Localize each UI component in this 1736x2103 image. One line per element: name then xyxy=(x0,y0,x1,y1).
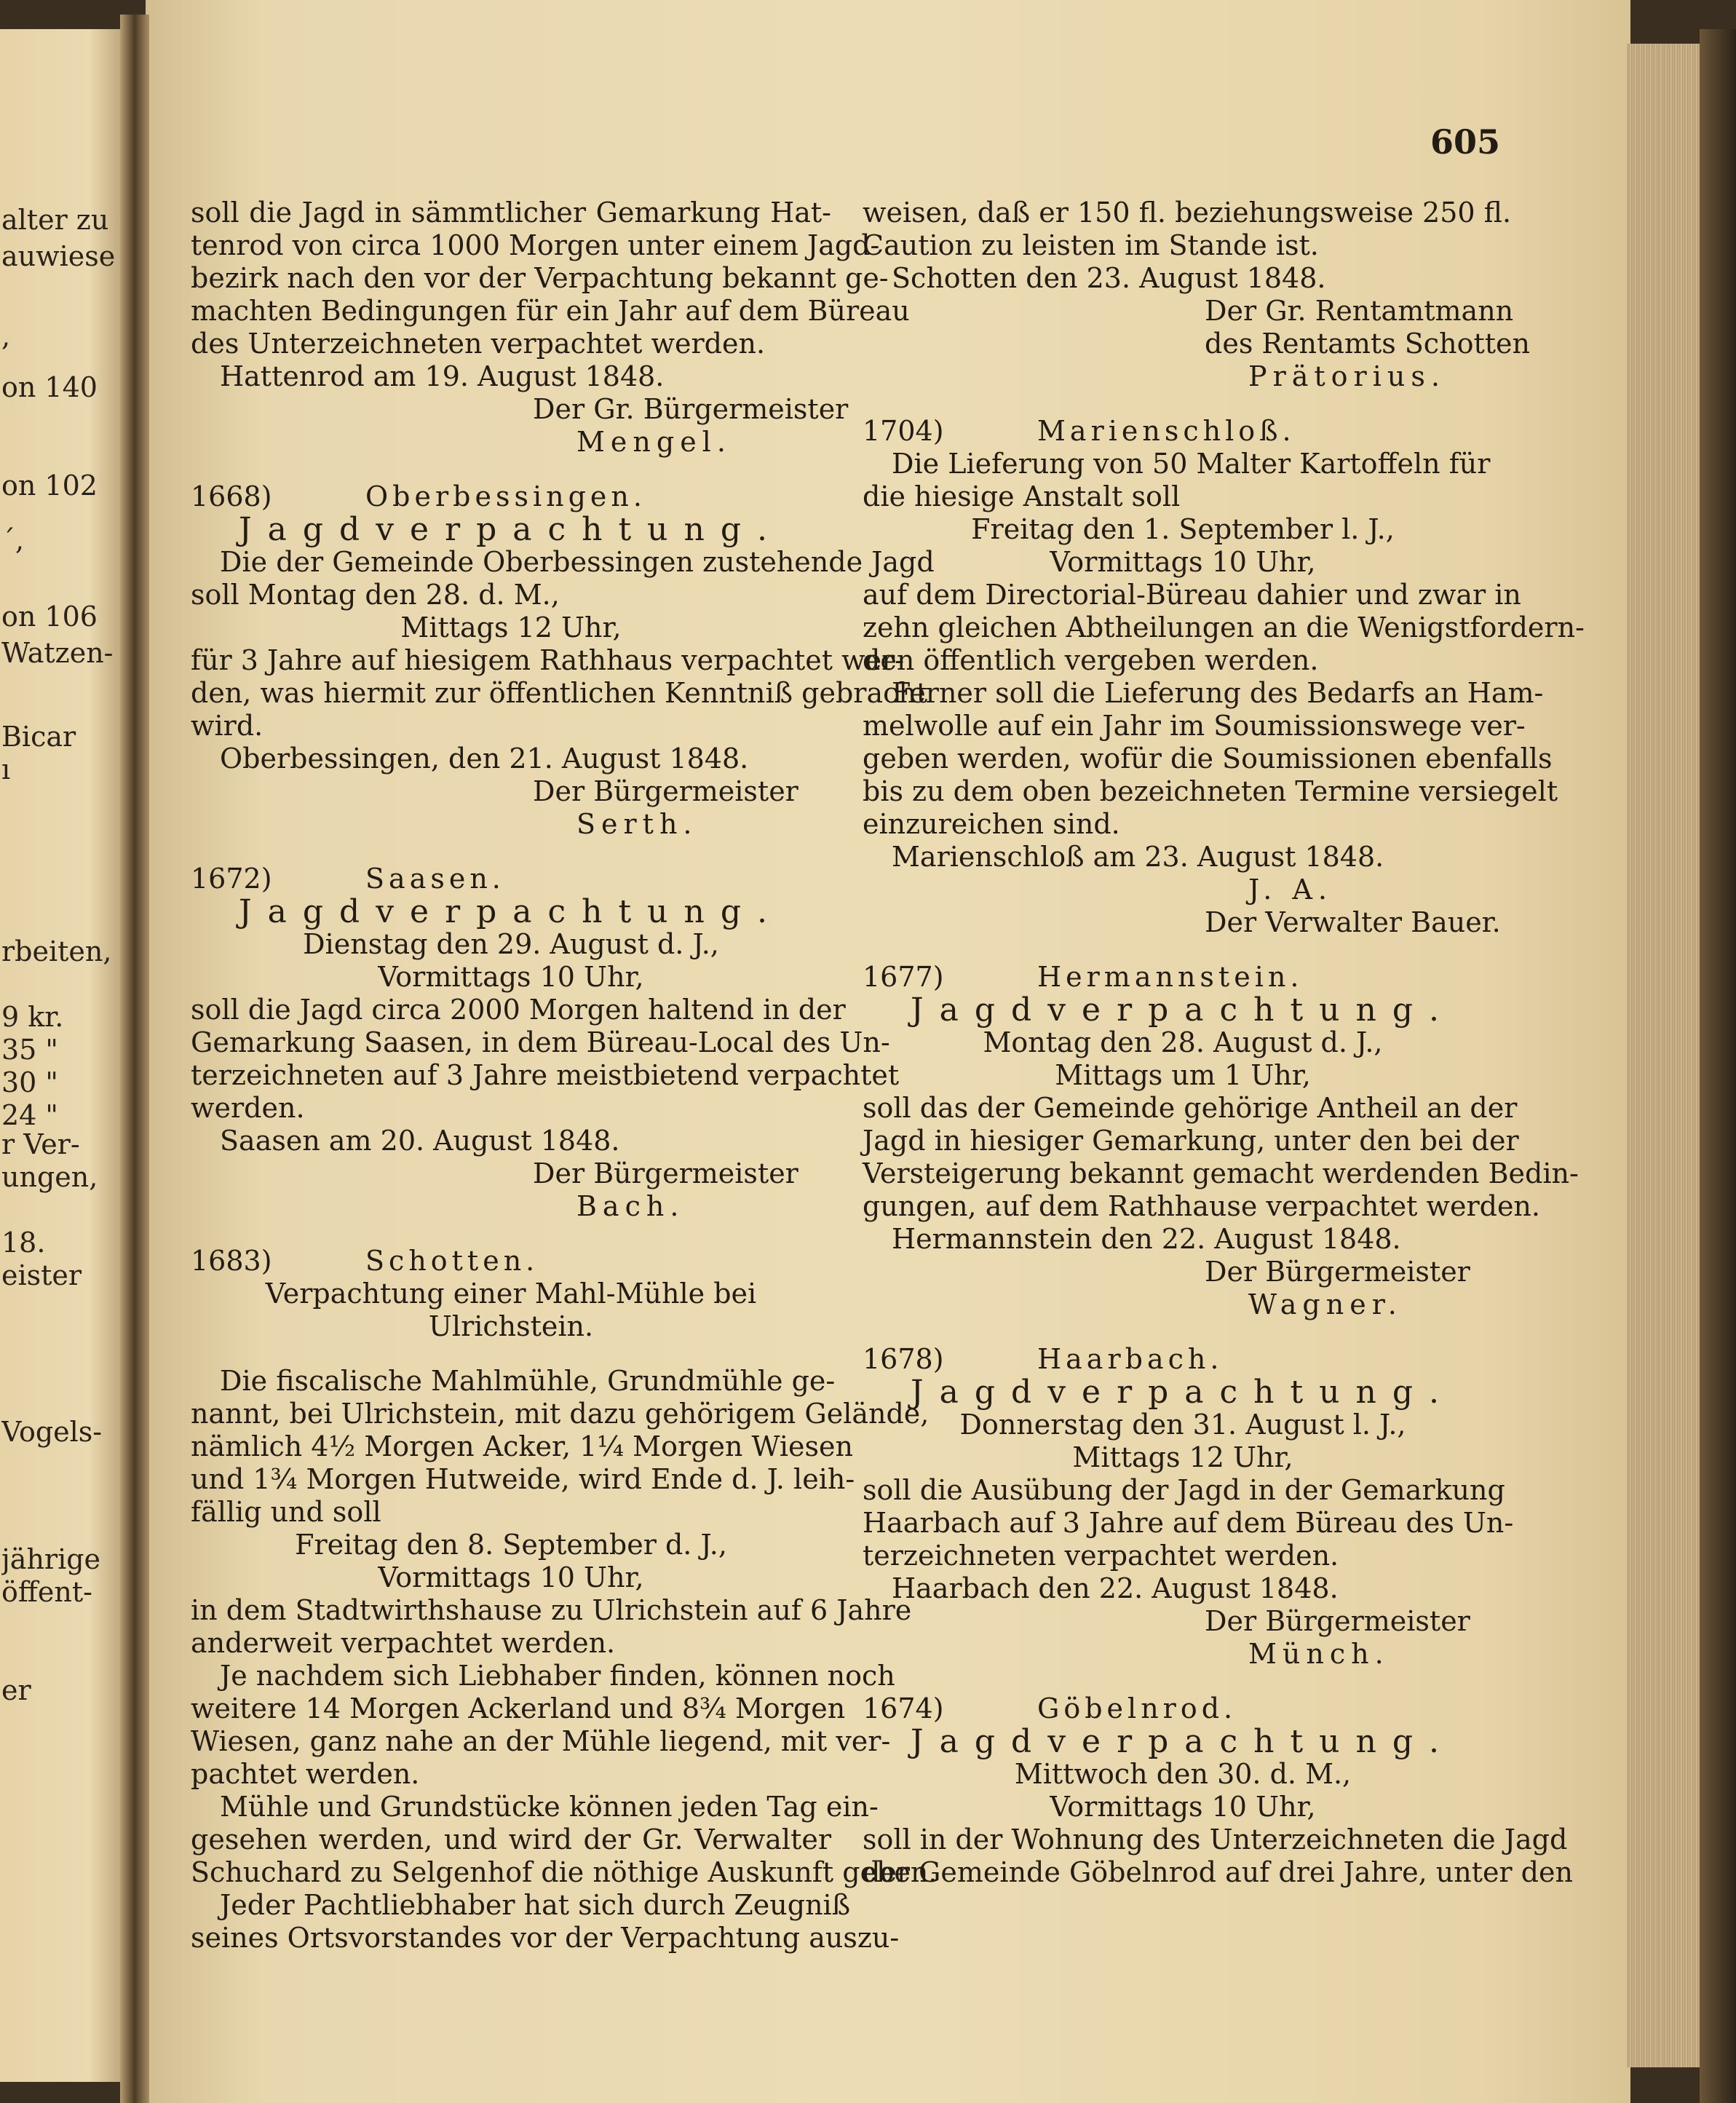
notice-number: 1674) xyxy=(863,1692,944,1724)
text-line: soll Montag den 28. d. M., xyxy=(191,579,560,611)
text-line: Wiesen, ganz nahe an der Mühle liegend, mit ver- xyxy=(191,1725,891,1757)
text-line: Haarbach auf 3 Jahre auf dem Büreau des Un- xyxy=(863,1507,1514,1539)
text-line: auf dem Directorial-Büreau dahier und zwar in xyxy=(863,579,1521,611)
left-page-fragment: alter zu xyxy=(1,204,109,236)
left-page-fragment: 24 " xyxy=(1,1099,58,1131)
signature-line: Der Gr. Bürgermeister xyxy=(533,393,849,425)
notice-number: 1678) xyxy=(863,1343,944,1375)
signature-line: Der Gr. Rentamtmann xyxy=(1205,295,1514,327)
text-line: soll die Ausübung der Jagd in der Gemarkung xyxy=(863,1474,1505,1506)
signature-name: Wagner. xyxy=(1248,1288,1403,1320)
centered-line: Vormittags 10 Uhr, xyxy=(378,1561,644,1593)
left-page-fragment: 9 kr. xyxy=(1,1001,64,1033)
text-line: terzeichneten verpachtet werden. xyxy=(863,1540,1339,1572)
notice-number: 1672) xyxy=(191,863,272,895)
left-page-fragment: 18. xyxy=(1,1227,46,1259)
notice-heading xyxy=(863,415,1503,448)
section-gap xyxy=(191,1343,831,1365)
section-gap xyxy=(863,939,1503,961)
centered-line: Mittags 12 Uhr, xyxy=(1072,1441,1293,1473)
left-page-fragment: 35 " xyxy=(1,1034,58,1066)
signature-line: Der Bürgermeister xyxy=(1205,1256,1470,1288)
text-line: soll das der Gemeinde gehörige Antheil an der xyxy=(863,1092,1518,1124)
left-page-fragment: on 106 xyxy=(1,601,98,633)
centered-line: Donnerstag den 31. August l. J., xyxy=(959,1409,1406,1441)
text-line: Mühle und Grundstücke können jeden Tag ein- xyxy=(220,1791,879,1823)
signature-name: Serth. xyxy=(576,808,698,840)
left-page-fragment: er xyxy=(1,1674,31,1706)
signature-name: Prätorius. xyxy=(1248,360,1446,392)
text-line: soll die Jagd in sämmtlicher Gemarkung Hat- xyxy=(191,197,831,229)
notice-number: 1677) xyxy=(863,961,944,993)
text-line: nämlich 4½ Morgen Acker, 1¼ Morgen Wiesen xyxy=(191,1430,853,1462)
page-edges xyxy=(1627,44,1707,2067)
left-page-fragment: eister xyxy=(1,1259,82,1291)
text-line: soll die Jagd circa 2000 Morgen haltend in der xyxy=(191,994,846,1026)
left-page-fragment: Vogels- xyxy=(1,1416,103,1448)
text-line: der Gemeinde Göbelnrod auf drei Jahre, unter den xyxy=(863,1856,1573,1888)
left-page-fragment: r Ver- xyxy=(1,1128,80,1160)
centered-line: Vormittags 10 Uhr, xyxy=(1050,546,1316,578)
left-page-fragment: 30 " xyxy=(1,1066,58,1098)
book-edge-shadow xyxy=(1700,29,1736,2103)
text-line: Schotten den 23. August 1848. xyxy=(892,262,1326,294)
text-line: nannt, bei Ulrichstein, mit dazu gehörigem Gelände, xyxy=(191,1398,930,1430)
text-line: Ferner soll die Lieferung des Bedarfs an Ham- xyxy=(892,677,1544,709)
text-line: weisen, daß er 150 fl. beziehungsweise 250 fl. xyxy=(863,197,1512,229)
text-line: soll in der Wohnung des Unterzeichneten die Jagd xyxy=(863,1823,1568,1856)
signature-line: Der Verwalter Bauer. xyxy=(1205,906,1501,938)
text-line: Jeder Pachtliebhaber hat sich durch Zeugniß xyxy=(220,1889,851,1921)
text-line: die hiesige Anstalt soll xyxy=(863,480,1181,512)
text-line: des Unterzeichneten verpachtet werden. xyxy=(191,328,766,360)
centered-line: Vormittags 10 Uhr, xyxy=(1050,1791,1316,1823)
text-line: Versteigerung bekannt gemacht werdenden Bedin- xyxy=(863,1157,1579,1189)
notice-title: Jagdverpachtung. xyxy=(910,991,1456,1029)
notice-place: Schotten. xyxy=(365,1245,539,1277)
text-line: bezirk nach den vor der Verpachtung bekannt ge- xyxy=(191,262,889,294)
notice-title: Jagdverpachtung. xyxy=(910,1723,1456,1760)
text-line: einzureichen sind. xyxy=(863,808,1120,840)
text-line: anderweit verpachtet werden. xyxy=(191,1627,616,1659)
text-line: geben werden, wofür die Soumissionen ebenfalls xyxy=(863,742,1553,775)
text-line: tenrod von circa 1000 Morgen unter einem Jagd- xyxy=(191,229,880,261)
text-line: Jagd in hiesiger Gemarkung, unter den bei der xyxy=(863,1125,1519,1157)
centered-line: Freitag den 8. September d. J., xyxy=(295,1529,727,1561)
section-gap xyxy=(863,1321,1503,1343)
text-line: Marienschloß am 23. August 1848. xyxy=(892,841,1384,873)
notice-heading xyxy=(863,1692,1503,1725)
notice-title: Jagdverpachtung. xyxy=(910,1374,1456,1411)
text-line: wird. xyxy=(191,710,263,742)
signature-name: Bach. xyxy=(576,1190,685,1222)
text-line: den, was hiermit zur öffentlichen Kenntniß gebracht xyxy=(191,677,928,709)
left-page-fragment: jährige xyxy=(1,1543,101,1575)
page-number: 605 xyxy=(1430,122,1501,162)
text-line: Die der Gemeinde Oberbessingen zustehende Jagd xyxy=(220,546,935,578)
centered-line: Mittwoch den 30. d. M., xyxy=(1014,1758,1352,1790)
signature-line: Der Bürgermeister xyxy=(1205,1605,1470,1637)
notice-place: Marienschloß. xyxy=(1037,415,1296,447)
centered-line: Mittags um 1 Uhr, xyxy=(1055,1059,1311,1091)
left-page-fragment: ı xyxy=(1,753,11,785)
text-line: zehn gleichen Abtheilungen an die Wenigstfordern- xyxy=(863,611,1585,643)
text-line: Oberbessingen, den 21. August 1848. xyxy=(220,742,749,775)
text-line: den öffentlich vergeben werden. xyxy=(863,644,1319,676)
book-gutter xyxy=(120,15,149,2103)
notice-heading xyxy=(863,1343,1503,1376)
notice-title: Jagdverpachtung. xyxy=(238,893,784,930)
text-line: pachtet werden. xyxy=(191,1758,420,1790)
text-line: Die Lieferung von 50 Malter Kartoffeln für xyxy=(892,448,1491,480)
text-line: Haarbach den 22. August 1848. xyxy=(892,1572,1339,1604)
text-line: in dem Stadtwirthshause zu Ulrichstein auf 6 Jahre xyxy=(191,1594,912,1626)
section-gap xyxy=(191,1223,831,1245)
left-page-fragment: auwiese xyxy=(1,240,116,272)
text-line: bis zu dem oben bezeichneten Termine versiegelt xyxy=(863,775,1558,807)
text-line: gesehen werden, und wird der Gr. Verwalter xyxy=(191,1823,831,1856)
right-text-column xyxy=(863,197,1585,1889)
left-page-fragment: , xyxy=(1,320,11,352)
text-line: gungen, auf dem Rathhause verpachtet werden. xyxy=(863,1190,1540,1222)
signature-line: Der Bürgermeister xyxy=(533,775,798,807)
text-line: Hermannstein den 22. August 1848. xyxy=(892,1223,1401,1255)
notice-place: Oberbessingen. xyxy=(365,480,646,512)
centered-line: Mittags 12 Uhr, xyxy=(400,611,622,643)
text-line: melwolle auf ein Jahr im Soumissionswege ver- xyxy=(863,710,1526,742)
text-line: werden. xyxy=(191,1092,305,1124)
text-line: Hattenrod am 19. August 1848. xyxy=(220,360,665,392)
notice-heading xyxy=(191,1245,831,1278)
text-line: für 3 Jahre auf hiesigem Rathhaus verpachtet wer- xyxy=(191,644,905,676)
left-page-fragment: Watzen- xyxy=(1,637,114,669)
left-page-fragment: ungen, xyxy=(1,1161,98,1193)
notice-place: Hermannstein. xyxy=(1037,961,1304,993)
centered-line: Montag den 28. August d. J., xyxy=(983,1026,1383,1058)
centered-line: Ulrichstein. xyxy=(428,1310,594,1342)
notice-place: Saasen. xyxy=(365,863,505,895)
notice-heading xyxy=(863,961,1503,994)
signature-name: J. A. xyxy=(1248,874,1333,906)
text-line: Saasen am 20. August 1848. xyxy=(220,1125,620,1157)
centered-line: Vormittags 10 Uhr, xyxy=(378,961,644,993)
left-page-fragment: ´, xyxy=(1,524,25,556)
text-line: terzeichneten auf 3 Jahre meistbietend verpachtet xyxy=(191,1059,900,1091)
centered-line: Verpachtung einer Mahl-Mühle bei xyxy=(265,1278,757,1310)
text-line: weitere 14 Morgen Ackerland und 8¾ Morgen xyxy=(191,1692,846,1724)
centered-line: Freitag den 1. September l. J., xyxy=(971,513,1395,545)
text-line: Gemarkung Saasen, in dem Büreau-Local des Un- xyxy=(191,1026,890,1058)
left-page-fragment: on 140 xyxy=(1,371,98,403)
section-gap xyxy=(191,841,831,863)
left-page-fragments xyxy=(0,0,127,2103)
text-line: und 1¾ Morgen Hutweide, wird Ende d. J. leih- xyxy=(191,1463,855,1495)
notice-title: Jagdverpachtung. xyxy=(238,511,784,548)
left-page-fragment: öffent- xyxy=(1,1576,92,1608)
signature-line: des Rentamts Schotten xyxy=(1205,328,1530,360)
left-page-fragment: on 102 xyxy=(1,470,98,502)
text-line: seines Ortsvorstandes vor der Verpachtung auszu- xyxy=(191,1922,900,1954)
notice-place: Haarbach. xyxy=(1037,1343,1224,1375)
signature-name: Münch. xyxy=(1248,1638,1390,1670)
signature-line: Der Bürgermeister xyxy=(533,1157,798,1189)
notice-heading xyxy=(191,480,831,513)
signature-name: Mengel. xyxy=(576,426,732,458)
text-line: Schuchard zu Selgenhof die nöthige Auskunft geben. xyxy=(191,1856,938,1888)
centered-line: Dienstag den 29. August d. J., xyxy=(303,928,719,960)
text-line: Je nachdem sich Liebhaber finden, können noch xyxy=(220,1660,895,1692)
section-gap xyxy=(191,459,831,480)
left-page-fragment: Bicar xyxy=(1,721,76,753)
text-line: Die fiscalische Mahlmühle, Grundmühle ge- xyxy=(220,1365,836,1397)
notice-number: 1668) xyxy=(191,480,272,512)
text-line: machten Bedingungen für ein Jahr auf dem Büreau xyxy=(191,295,910,327)
left-page-fragment: rbeiten, xyxy=(1,935,112,967)
notice-number: 1683) xyxy=(191,1245,272,1277)
text-line: fällig und soll xyxy=(191,1496,381,1528)
notice-number: 1704) xyxy=(863,415,944,447)
text-line: Caution zu leisten im Stande ist. xyxy=(863,229,1319,261)
notice-place: Göbelnrod. xyxy=(1037,1692,1237,1724)
section-gap xyxy=(863,1671,1503,1692)
notice-heading xyxy=(191,863,831,895)
section-gap xyxy=(863,393,1503,415)
